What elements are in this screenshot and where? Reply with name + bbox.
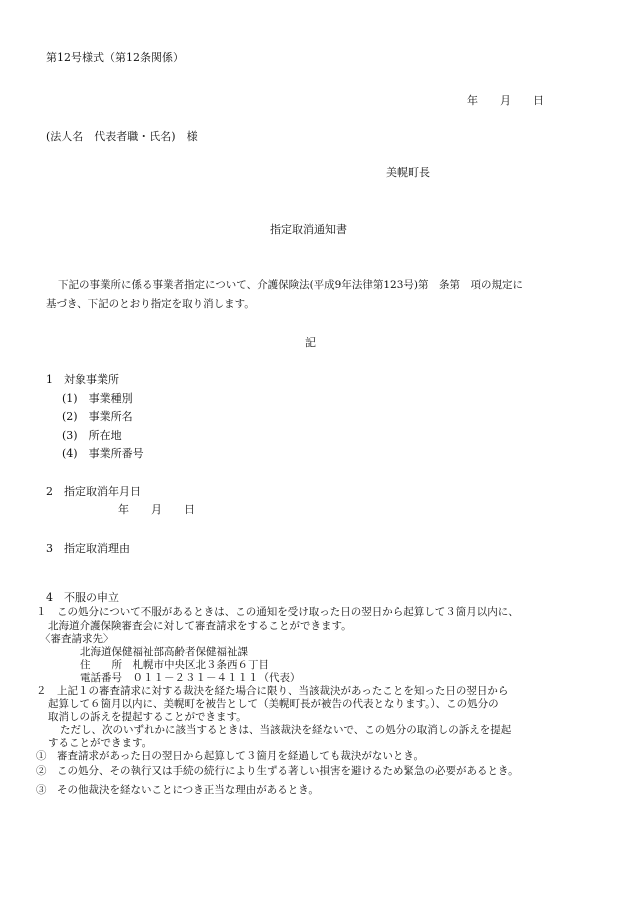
section-3-heading: 3 指定取消理由 bbox=[46, 542, 130, 555]
appeal-para-2-line: 起算して６箇月以内に、美幌町を被告として（美幌町長が被告の代表となります。）、この処分の bbox=[48, 698, 499, 710]
section-1-item: (2) 事業所名 bbox=[62, 410, 133, 423]
section-2-heading: 2 指定取消年月日 bbox=[46, 485, 141, 498]
appeal-para-2-line: することができます。 bbox=[48, 737, 153, 749]
condition-item: ② この処分、その執行又は手続の続行により生ずる著しい損害を避けるため緊急の必要があるとき。 bbox=[36, 765, 519, 777]
appeal-para-2-line: ２ 上記１の審査請求に対する裁決を経た場合に限り、当該裁決があったことを知った日の翌日から bbox=[36, 685, 509, 697]
form-number: 第12号様式（第12条関係） bbox=[46, 51, 184, 64]
condition-item: ① 審査請求があった日の翌日から起算して３箇月を経過しても裁決がないとき。 bbox=[36, 750, 424, 762]
addressee: (法人名 代表者職・氏名) 様 bbox=[46, 130, 198, 143]
condition-item: ③ その他裁決を経ないことにつき正当な理由があるとき。 bbox=[36, 784, 319, 796]
shinsa-line: 北海道保健福祉部高齢者保健福祉課 bbox=[80, 646, 248, 658]
issue-date: 年 月 日 bbox=[467, 94, 544, 107]
section-1-item: (3) 所在地 bbox=[62, 429, 122, 442]
revocation-date: 年 月 日 bbox=[118, 503, 195, 516]
section-1-item: (4) 事業所番号 bbox=[62, 447, 144, 460]
document-title: 指定取消通知書 bbox=[270, 223, 347, 236]
appeal-para-2-line: 取消しの訴えを提起することができます。 bbox=[48, 711, 247, 723]
sender: 美幌町長 bbox=[386, 166, 430, 179]
shinsa-line: 電話番号 ０１１－２３１－４１１１（代表） bbox=[80, 672, 301, 684]
appeal-para-1-line: 北海道介護保険審査会に対して審査請求をすることができます。 bbox=[48, 620, 352, 632]
section-4-heading: 4 不服の申立 bbox=[46, 591, 119, 604]
shinsa-line: 住 所 札幌市中央区北３条西６丁目 bbox=[80, 659, 269, 671]
ki-label: 記 bbox=[305, 336, 316, 349]
section-1-heading: 1 対象事業所 bbox=[46, 373, 119, 386]
appeal-para-1-line: １ この処分について不服があるときは、この通知を受け取った日の翌日から起算して３箇月以内に、 bbox=[36, 606, 519, 618]
intro-line-2: 基づき、下記のとおり指定を取り消します。 bbox=[46, 298, 255, 310]
section-1-item: (1) 事業種別 bbox=[62, 392, 133, 405]
appeal-para-2-line: ただし、次のいずれかに該当するときは、当該裁決を経ないで、この処分の取消しの訴えを提起 bbox=[60, 724, 512, 736]
intro-line-1: 下記の事業所に係る事業者指定について、介護保険法(平成9年法律第123号)第 条第 項の規定に bbox=[58, 279, 523, 291]
shinsa-label: 〈審査請求先〉 bbox=[40, 633, 114, 645]
